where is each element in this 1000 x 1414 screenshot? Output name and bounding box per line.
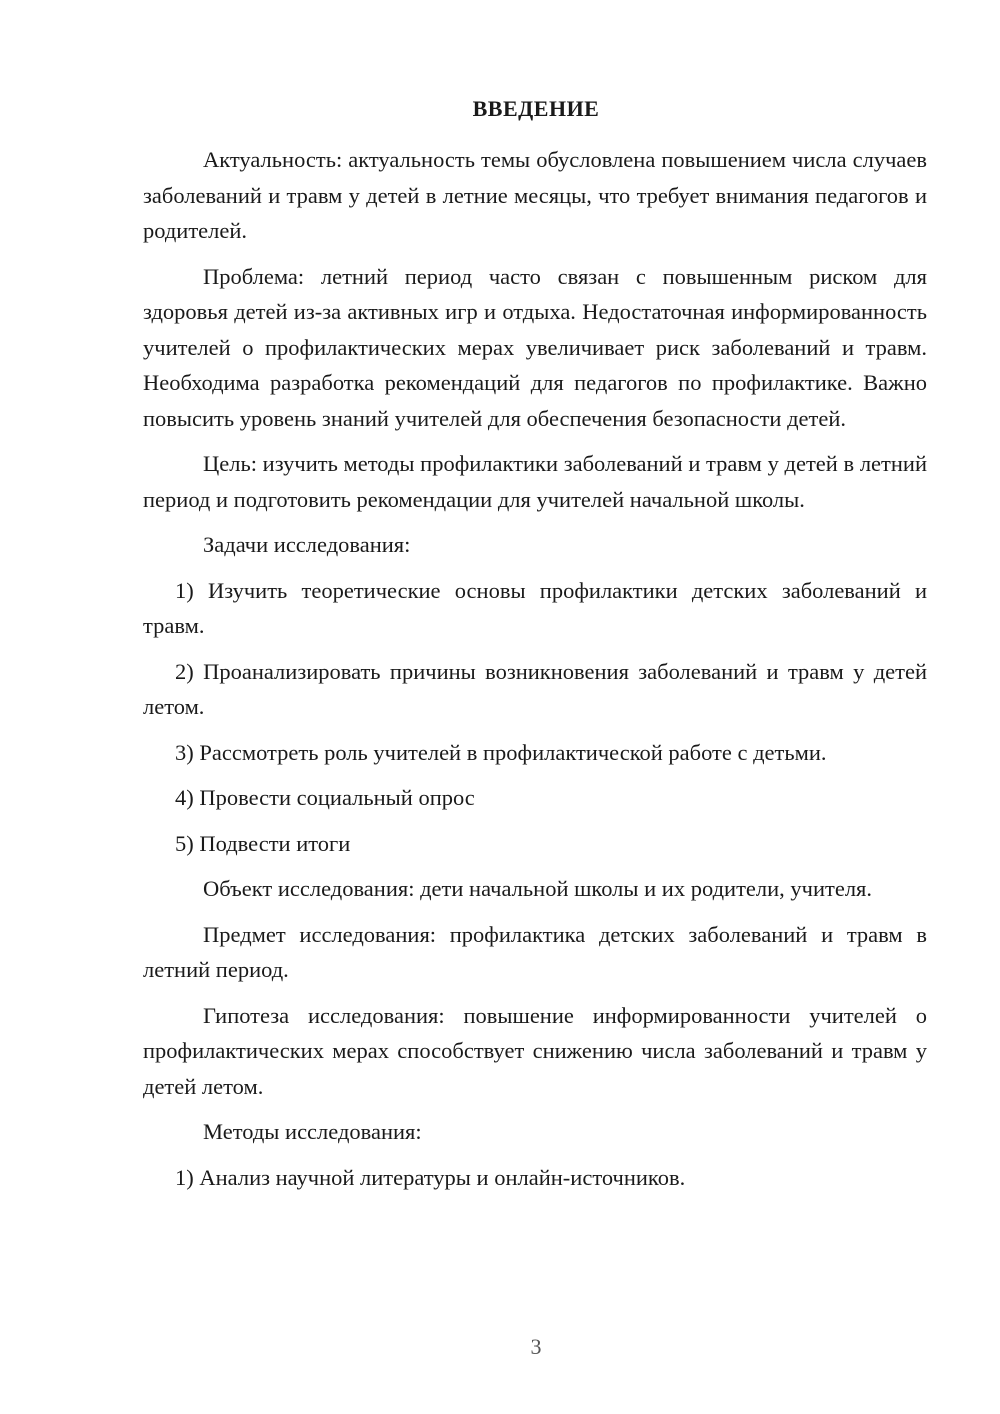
task-item-1: 1) Изучить теоретические основы профилактики детских заболеваний и травм. bbox=[143, 577, 927, 638]
task-item-2: 2) Проанализировать причины возникновения заболеваний и травм у детей летом. bbox=[143, 658, 927, 719]
page-number: 3 bbox=[530, 1334, 542, 1359]
goal-paragraph: Цель: изучить методы профилактики заболеваний и травм у детей в летний период и подготовить рекомендации для учителей начальной школы. bbox=[143, 451, 927, 512]
tasks-heading: Задачи исследования: bbox=[203, 532, 411, 557]
hypothesis-paragraph: Гипотеза исследования: повышение информированности учителей о профилактических мерах способствует снижению числа заболеваний и травм у детей летом. bbox=[143, 1002, 927, 1099]
task-item-4: 4) Провести социальный опрос bbox=[175, 785, 475, 810]
object-paragraph: Объект исследования: дети начальной школы и их родители, учителя. bbox=[203, 876, 873, 901]
page-body bbox=[143, 142, 927, 1205]
relevance-paragraph: Актуальность: актуальность темы обусловлена повышением числа случаев заболеваний и травм у детей в летние месяцы, что требует внимания педагогов и родителей. bbox=[143, 147, 927, 243]
methods-heading: Методы исследования: bbox=[203, 1119, 422, 1144]
task-item-5: 5) Подвести итоги bbox=[175, 830, 351, 856]
page-title: ВВЕДЕНИЕ bbox=[472, 96, 600, 121]
method-item-1: 1) Анализ научной литературы и онлайн-источников. bbox=[175, 1164, 686, 1190]
problem-paragraph: Проблема: летний период часто связан с повышенным риском для здоровья детей из-за активных игр и отдыха. Недостаточная информированность учителей о профилактических мерах увеличивает риск заболеваний и травм. Необходима разработка рекомендаций для педагогов по профилактике. Важно повысить уровень знаний учителей для обеспечения безопасности детей. bbox=[143, 263, 927, 431]
task-item-3: 3) Рассмотреть роль учителей в профилактической работе с детьми. bbox=[175, 739, 827, 765]
subject-paragraph: Предмет исследования: профилактика детских заболеваний и травм в летний период. bbox=[143, 921, 927, 982]
